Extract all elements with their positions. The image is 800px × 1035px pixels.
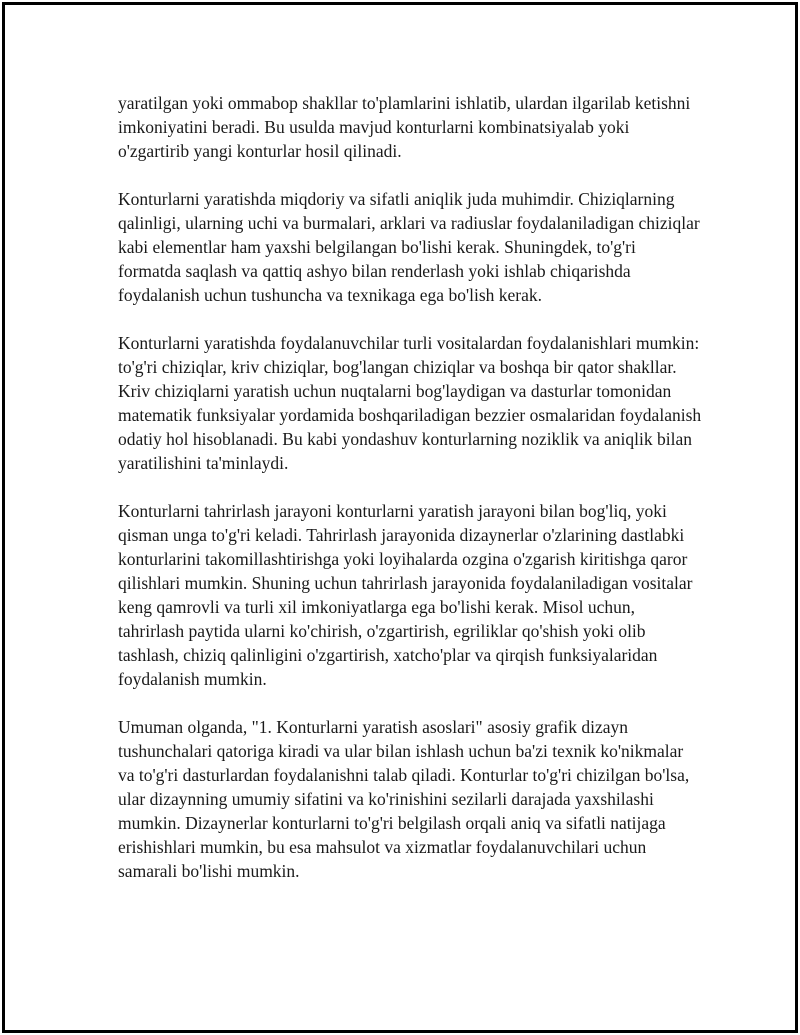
paragraph-3: Konturlarni yaratishda foydalanuvchilar turli vositalardan foydalanishlari mumkin: to'g'ri chiziqlar, kriv chiziqlar, bog'langan chiziqlar va boshqa bir qator shakllar. Kriv chiziqlarni yaratish uchun nuqtalarni bog'laydigan va dasturlar tomonidan matematik funksiyalar yordamida boshqariladigan bezzier osmalaridan foydalanish odatiy hol hisoblanadi. Bu kabi yondashuv konturlarning noziklik va aniqlik bilan yaratilishini ta'minlaydi. <box>118 333 702 473</box>
paragraph-1: yaratilgan yoki ommabop shakllar to'plamlarini ishlatib, ulardan ilgarilab ketishni imkoniyatini beradi. Bu usulda mavjud konturlarni kombinatsiyalab yoki o'zgartirib yangi konturlar hosil qilinadi. <box>118 93 691 161</box>
paragraph-4: Konturlarni tahrirlash jarayoni konturlarni yaratish jarayoni bilan bog'liq, yoki qisman unga to'g'ri keladi. Tahrirlash jarayonida dizaynerlar o'zlarining dastlabki konturlarini takomillashtirishga yoki loyihalarda ozgina o'zgarish kiritishga qaror qilishlari mumkin. Shuning uchun tahrirlash jarayonida foydalaniladigan vositalar keng qamrovli va turli xil imkoniyatlarga ega bo'lishi kerak. Misol uchun, tahrirlash paytida ularni ko'chirish, o'zgartirish, egriliklar qo'shish yoki olib tashlash, chiziq qalinligini o'zgartirish, xatcho'plar va qirqish funksiyalaridan foydalanish mumkin. <box>118 501 693 689</box>
paragraph-5: Umuman olganda, "1. Konturlarni yaratish asoslari" asosiy grafik dizayn tushunchalari qatoriga kiradi va ular bilan ishlash uchun ba'zi texnik ko'nikmalar va to'g'ri dasturlardan foydalanishni talab qiladi. Konturlar to'g'ri chizilgan bo'lsa, ular dizaynning umumiy sifatini va ko'rinishini sezilarli darajada yaxshilashi mumkin. Dizaynerlar konturlarni to'g'ri belgilash orqali aniq va sifatli natijaga erishishlari mumkin, bu esa mahsulot va xizmatlar foydalanuvchilari uchun samarali bo'lishi mumkin. <box>118 717 690 881</box>
paragraph-2: Konturlarni yaratishda miqdoriy va sifatli aniqlik juda muhimdir. Chiziqlarning qalinligi, ularning uchi va burmalari, arklari va radiuslar foydalaniladigan chiziqlar kabi elementlar ham yaxshi belgilangan bo'lishi kerak. Shuningdek, to'g'ri formatda saqlash va qattiq ashyo bilan renderlash yoki ishlab chiqarishda foydalanish uchun tushuncha va texnikaga ega bo'lish kerak. <box>118 189 700 305</box>
document-body <box>118 91 703 907</box>
